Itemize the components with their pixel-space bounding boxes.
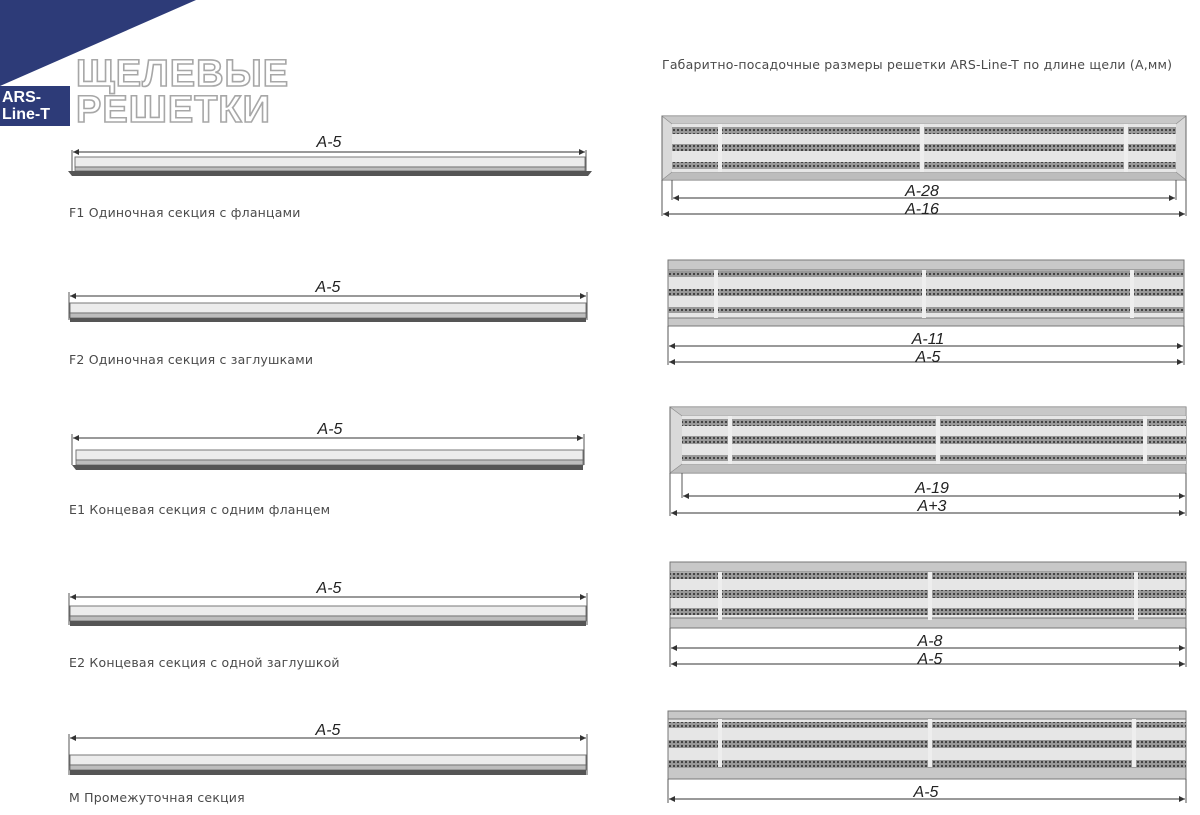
dimension-outer: A-5	[915, 349, 941, 366]
dimension-inner: A-28	[905, 183, 939, 200]
dimension-label: A-5	[315, 722, 341, 739]
caption-e1: E1 Концевая секция с одним фланцем	[69, 502, 331, 517]
profile-e1	[72, 421, 584, 470]
dimension-outer: A-5	[917, 651, 943, 668]
dimension-outer: A+3	[917, 498, 947, 515]
dimension-outer: A-16	[905, 201, 939, 218]
caption-f1: F1 Одиночная секция с фланцами	[69, 205, 301, 220]
dimension-inner: A-19	[915, 480, 949, 497]
profile-e2	[69, 580, 587, 626]
dimension-label: A-5	[317, 421, 343, 438]
dimension-inner: A-8	[917, 633, 943, 650]
caption-f2: F2 Одиночная секция с заглушками	[69, 352, 314, 367]
profile-f2	[69, 279, 587, 322]
caption-e2: E2 Концевая секция с одной заглушкой	[69, 655, 340, 670]
grille-2	[668, 260, 1184, 366]
brand-line-2: Line-T	[2, 106, 50, 123]
brand-line-1: ARS-	[2, 89, 42, 106]
grille-4	[670, 562, 1186, 668]
dimension-label: A-5	[316, 134, 342, 151]
profile-f1	[68, 134, 592, 176]
grille-3	[670, 407, 1186, 516]
dimension-outer: A-5	[913, 784, 939, 801]
dimension-label: A-5	[315, 279, 341, 296]
grille-1	[662, 116, 1186, 218]
page-title-line-1: ЩЕЛЕВЫЕ	[76, 53, 290, 95]
caption-m: M Промежуточная секция	[69, 790, 245, 805]
dimension-inner: A-11	[911, 331, 945, 348]
page-title-line-2: РЕШЕТКИ	[76, 89, 271, 131]
profile-m	[69, 722, 587, 775]
grille-dimensions	[640, 100, 1200, 815]
grille-5	[668, 711, 1186, 803]
dimension-label: A-5	[316, 580, 342, 597]
dimensions-title: Габаритно-посадочные размеры решетки ARS-Line-T по длине щели (А,мм)	[662, 57, 1173, 72]
